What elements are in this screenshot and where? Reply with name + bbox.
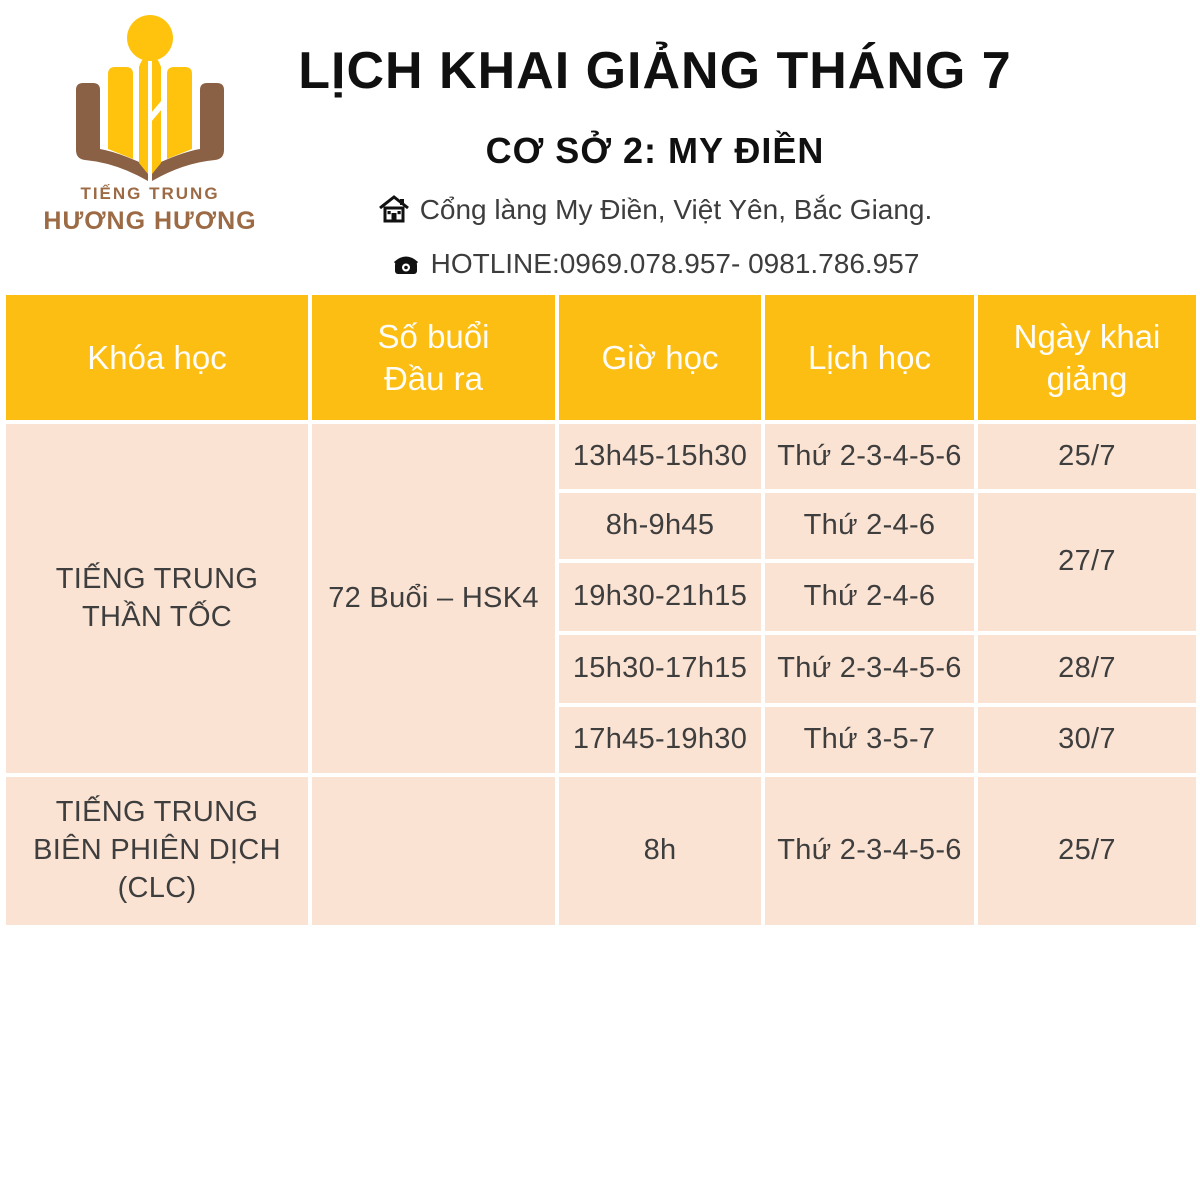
cell-weekdays: [765, 563, 974, 631]
brand-name-line2: HƯƠNG HƯƠNG: [43, 207, 257, 235]
cell-course1-sessions: [312, 424, 555, 773]
time-text: 8h: [643, 834, 677, 867]
cell-time: [559, 777, 761, 925]
column-header-start-date: [978, 295, 1196, 420]
date-text: 25/7: [1058, 439, 1116, 472]
house-icon: [378, 194, 410, 226]
column-header-weekdays: [765, 295, 974, 420]
cell-start-date: [978, 707, 1196, 773]
column-header-text: Số buổi: [377, 318, 490, 356]
cell-time: [559, 635, 761, 703]
weekdays-text: Thứ 2-4-6: [803, 509, 936, 542]
course-name-line: (CLC): [117, 871, 197, 904]
course-name-line: TIẾNG TRUNG: [55, 562, 259, 595]
time-text: 15h30-17h15: [572, 652, 748, 685]
cell-time: [559, 707, 761, 773]
telephone-icon: [391, 249, 421, 279]
date-text: 28/7: [1058, 652, 1116, 685]
address-line: [120, 194, 1190, 226]
page-title: LỊCH KHAI GIẢNG THÁNG 7: [298, 42, 1012, 100]
column-header-text: Ngày khai: [1013, 318, 1161, 356]
hotline-text: HOTLINE:0969.078.957- 0981.786.957: [430, 247, 920, 279]
column-header-sessions: [312, 295, 555, 420]
campus-subtitle: CƠ SỞ 2: MY ĐIỀN: [485, 129, 825, 171]
course-name-line: BIÊN PHIÊN DỊCH: [33, 834, 281, 867]
cell-start-date: [978, 424, 1196, 489]
column-header-text: giảng: [1046, 359, 1128, 397]
cell-weekdays: [765, 635, 974, 703]
sessions-text: 72 Buổi – HSK4: [328, 581, 539, 614]
column-header-text: Khóa học: [87, 338, 227, 376]
weekdays-text: Thứ 2-3-4-5-6: [777, 652, 962, 685]
cell-start-date: [978, 777, 1196, 925]
column-header-course: [6, 295, 308, 420]
poster-header: [120, 0, 1190, 280]
weekdays-text: Thứ 3-5-7: [803, 723, 936, 756]
weekdays-text: Thứ 2-3-4-5-6: [777, 439, 962, 472]
cell-time: [559, 424, 761, 489]
column-header-text: Lịch học: [808, 338, 931, 376]
cell-start-date: [978, 635, 1196, 703]
address-text: Cổng làng My Điền, Việt Yên, Bắc Giang.: [419, 193, 933, 225]
cell-start-date-merged: [978, 493, 1196, 631]
cell-weekdays: [765, 493, 974, 559]
weekdays-text: Thứ 2-3-4-5-6: [777, 834, 962, 867]
cell-weekdays: [765, 424, 974, 489]
cell-course1-name: [6, 424, 308, 773]
column-header-time: [559, 295, 761, 420]
brand-name-line1: TIẾNG TRUNG: [80, 184, 220, 203]
cell-time: [559, 563, 761, 631]
column-header-text: Đầu ra: [383, 359, 484, 397]
weekdays-text: Thứ 2-4-6: [803, 580, 936, 613]
cell-weekdays: [765, 777, 974, 925]
time-text: 13h45-15h30: [572, 439, 748, 472]
date-text: 30/7: [1058, 723, 1116, 756]
course-name-line: TIẾNG TRUNG: [55, 796, 259, 829]
cell-course2-name: [6, 777, 308, 925]
time-text: 17h45-19h30: [572, 723, 748, 756]
hotline-line: [120, 248, 1190, 280]
cell-course2-sessions-empty: [312, 777, 555, 925]
schedule-table: [6, 295, 1196, 925]
course-name-line: THẦN TỐC: [81, 600, 233, 633]
date-text: 25/7: [1058, 834, 1116, 867]
time-text: 19h30-21h15: [572, 580, 748, 613]
cell-weekdays: [765, 707, 974, 773]
date-text: 27/7: [1058, 545, 1116, 578]
cell-time: [559, 493, 761, 559]
time-text: 8h-9h45: [605, 509, 715, 542]
column-header-text: Giờ học: [601, 338, 719, 376]
